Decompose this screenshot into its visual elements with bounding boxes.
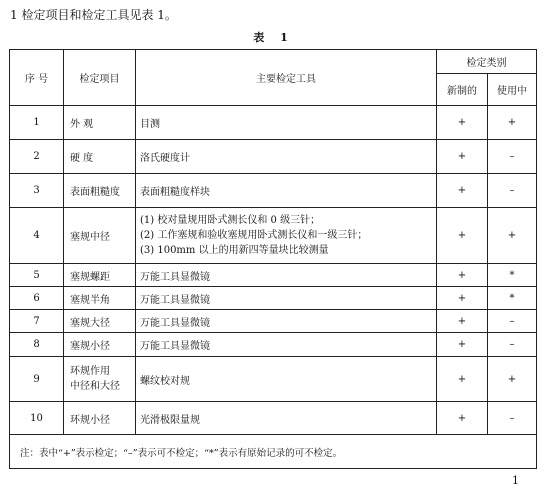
row-in-use: + xyxy=(488,106,537,140)
row-item: 外 观 xyxy=(64,106,136,140)
row-tool: 万能工具显微镜 xyxy=(136,310,437,333)
verification-table xyxy=(9,49,537,469)
table-row xyxy=(10,310,537,333)
row-in-use: – xyxy=(488,174,537,208)
row-tool: 光滑极限量规 xyxy=(136,402,437,435)
row-item: 塞规小径 xyxy=(64,333,136,357)
row-new: + xyxy=(437,208,488,264)
tool-line: (3) 100mm 以上的用新四等量块比较测量 xyxy=(140,245,329,256)
row-in-use: + xyxy=(488,208,537,264)
table-row xyxy=(10,402,537,435)
header-tool: 主要检定工具 xyxy=(136,50,437,106)
row-in-use: * xyxy=(488,287,537,310)
row-item: 硬 度 xyxy=(64,140,136,174)
row-new: + xyxy=(437,106,488,140)
row-tool: 螺纹校对规 xyxy=(136,357,437,402)
row-tool: 目测 xyxy=(136,106,437,140)
row-tool xyxy=(136,208,437,264)
header-no: 序 号 xyxy=(10,50,64,106)
row-no: 7 xyxy=(10,310,64,333)
tool-line: (2) 工作塞规和验收塞规用卧式测长仪和一级三针； xyxy=(140,230,368,241)
header-new: 新制的 xyxy=(437,74,488,106)
row-item: 表面粗糙度 xyxy=(64,174,136,208)
row-tool: 万能工具显微镜 xyxy=(136,287,437,310)
row-tool: 洛氏硬度计 xyxy=(136,140,437,174)
table-note-row xyxy=(10,435,537,469)
row-in-use: * xyxy=(488,264,537,287)
table-row xyxy=(10,106,537,140)
header-item: 检定项目 xyxy=(64,50,136,106)
row-no: 3 xyxy=(10,174,64,208)
row-tool: 万能工具显微镜 xyxy=(136,333,437,357)
row-no: 9 xyxy=(10,357,64,402)
row-new: + xyxy=(437,140,488,174)
row-new: + xyxy=(437,402,488,435)
row-item: 塞规大径 xyxy=(64,310,136,333)
row-new: + xyxy=(437,357,488,402)
row-item xyxy=(64,357,136,402)
row-new: + xyxy=(437,264,488,287)
intro-text: 1 检定项目和检定工具见表 1。 xyxy=(10,8,177,22)
row-item: 塞规中径 xyxy=(64,208,136,264)
row-in-use: – xyxy=(488,310,537,333)
table-row xyxy=(10,333,537,357)
row-no: 10 xyxy=(10,402,64,435)
table-note: 注：表中“+”表示检定；“–”表示可不检定；“*”表示有原始记录的可不检定。 xyxy=(10,435,537,469)
table-row xyxy=(10,357,537,402)
row-no: 4 xyxy=(10,208,64,264)
row-new: + xyxy=(437,310,488,333)
row-tool: 万能工具显微镜 xyxy=(136,264,437,287)
table-row xyxy=(10,287,537,310)
page-number: 1 xyxy=(512,474,519,487)
table-row xyxy=(10,140,537,174)
row-no: 5 xyxy=(10,264,64,287)
row-in-use: – xyxy=(488,140,537,174)
row-in-use: – xyxy=(488,333,537,357)
tool-line: (1) 校对量规用卧式测长仪和 0 级三针； xyxy=(140,215,321,226)
row-no: 2 xyxy=(10,140,64,174)
row-in-use: – xyxy=(488,402,537,435)
table-row xyxy=(10,208,537,264)
row-no: 8 xyxy=(10,333,64,357)
row-new: + xyxy=(437,333,488,357)
header-in-use: 使用中 xyxy=(488,74,537,106)
row-no: 1 xyxy=(10,106,64,140)
row-item: 环规小径 xyxy=(64,402,136,435)
row-item: 塞规半角 xyxy=(64,287,136,310)
table-row xyxy=(10,264,537,287)
row-new: + xyxy=(437,287,488,310)
row-no: 6 xyxy=(10,287,64,310)
table-row xyxy=(10,174,537,208)
row-item: 塞规螺距 xyxy=(64,264,136,287)
item-line: 中径和大径 xyxy=(70,381,120,392)
item-line: 环规作用 xyxy=(70,366,110,377)
row-new: + xyxy=(437,174,488,208)
row-in-use: + xyxy=(488,357,537,402)
table-title: 表 1 xyxy=(253,31,294,44)
row-tool: 表面粗糙度样块 xyxy=(136,174,437,208)
header-category: 检定类别 xyxy=(437,50,537,74)
